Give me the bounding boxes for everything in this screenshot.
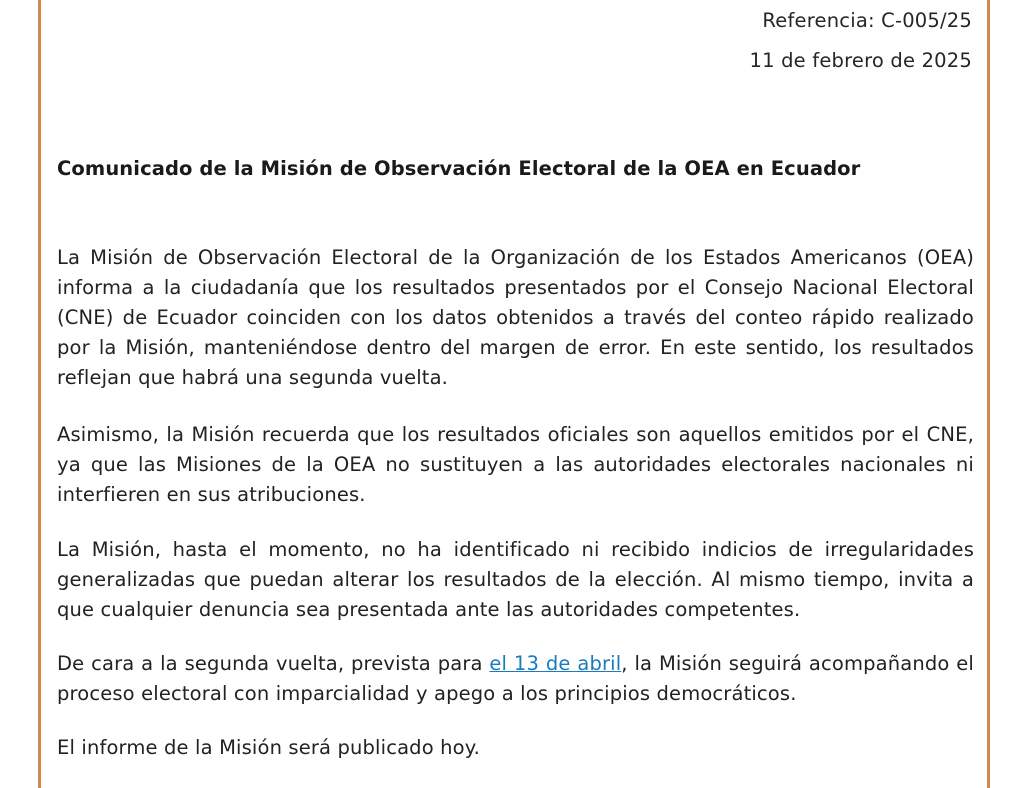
date-link[interactable]: el 13 de abril [489,652,622,675]
paragraph-2: Asimismo, la Misión recuerda que los resultados oficiales son aquellos emitidos por el CNE, ya que las Misiones de la OEA no sustituyen a las autoridades electorales nacionales ni interfieren en sus atribuciones. [57,423,974,506]
paragraph-3: La Misión, hasta el momento, no ha identificado ni recibido indicios de irregularidades generalizadas que puedan alterar los resultados de la elección. Al mismo tiempo, invita a que cualquier denuncia sea presentada ante las autoridades competentes. [57,538,974,621]
paragraph-5: El informe de la Misión será publicado hoy. [57,736,480,759]
paragraph-4 [57,649,974,709]
paragraph-4-text-before: De cara a la segunda vuelta, prevista para [57,652,490,675]
document-date: 11 de febrero de 2025 [749,49,972,72]
document-title: Comunicado de la Misión de Observación Electoral de la OEA en Ecuador [57,157,861,180]
paragraph-4-text-after: , la Misión seguirá acompañando el proceso electoral con imparcialidad y apego a los principios democráticos. [57,652,974,705]
reference-number: Referencia: C-005/25 [762,9,972,32]
paragraph-1: La Misión de Observación Electoral de la Organización de los Estados Americanos (OEA) informa a la ciudadanía que los resultados presentados por el Consejo Nacional Electoral (CNE) de Ecuador coinciden con los datos obtenidos a través del conteo rápido realizado por la Misión, manteniéndose dentro del margen de error. En este sentido, los resultados reflejan que habrá una segunda vuelta. [57,246,974,389]
